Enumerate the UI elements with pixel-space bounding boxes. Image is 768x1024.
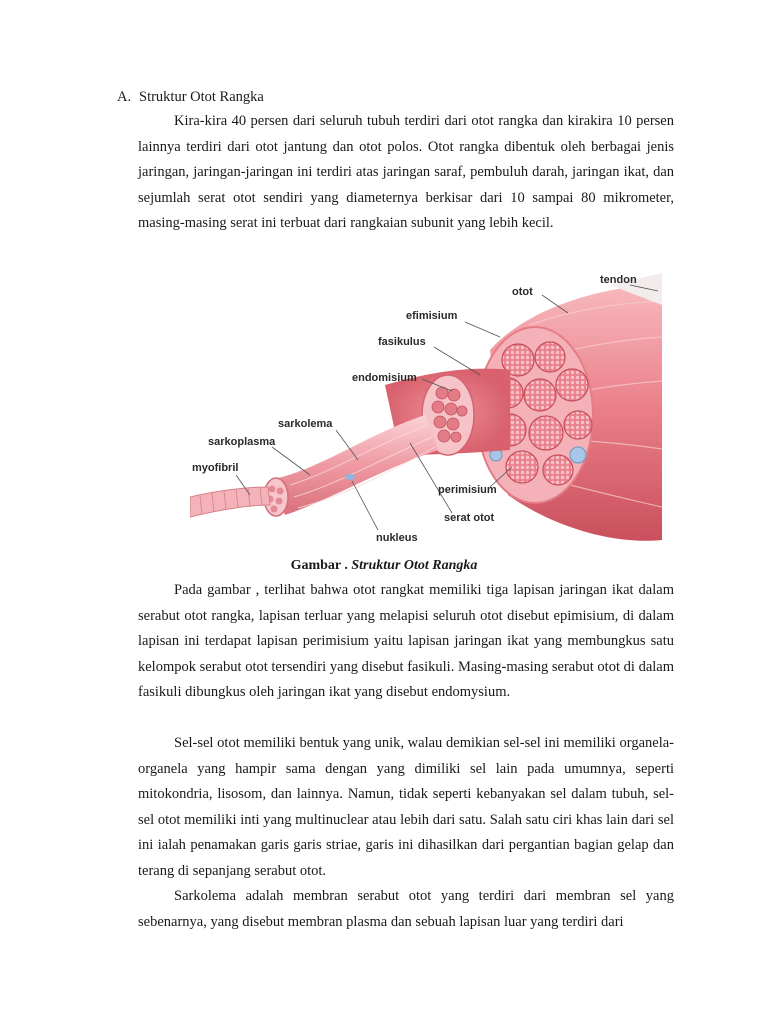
paragraph-2-text: Pada gambar , terlihat bahwa otot rangkat memiliki tiga lapisan jaringan ikat dalam serabut otot rangka, lapisan terluar yang melapisi seluruh otot disebut epimisium, di dalam lapisan ini terdapat lapisan perimisium yaitu lapisan jaringan ikat yang membungkus satu kelompok serabut otot tersendiri yang disebut fasikuli. Masing-masing serabut otot di dalam fasikuli dibungkus oleh jaringan ikat yang disebut endomysium. [138,582,674,700]
section-heading [117,86,264,108]
label-fasikulus: fasikulus [378,336,426,348]
caption-title: Struktur Otot Rangka [351,558,478,573]
muscle-fiber [270,415,438,515]
figure-caption [0,556,768,576]
paragraph-3-text: Sel-sel otot memiliki bentuk yang unik, walau demikian sel-sel ini memiliki organela-organela yang hampir sama dengan yang dimiliki sel lain pada umumnya, seperti mitokondria, lisosom, dan lainnya. Namun, tidak seperti kebanyakan sel dalam tubuh, sel-sel otot memiliki inti yang multinuclear atau lebih dari satu. Salah satu ciri khas lain dari sel ini ialah penamakan garis garis striae, garis ini dihasilkan dari pergantian bagian gelap dan terang di sepanjang serabut otot. [138,735,674,879]
nucleus-dot [345,474,355,480]
label-sarkoplasma: sarkoplasma [208,436,276,448]
paragraph-4-text: Sarkolema adalah membran serabut otot yang terdiri dari membran sel yang sebenarnya, yang disebut membran plasma dan sebuah lapisan luar yang terdiri dari [138,888,674,930]
label-myofibril: myofibril [192,462,239,474]
muscle-illustration [190,265,662,553]
label-sarkolema: sarkolema [278,418,333,430]
label-otot: otot [512,286,533,298]
muscle-structure-figure [190,265,662,553]
paragraph-3 [138,731,674,884]
section-title: Struktur Otot Rangka [139,89,264,105]
caption-prefix: Gambar . [290,558,352,573]
paragraph-2 [138,578,674,706]
label-nukleus: nukleus [376,532,418,544]
section-number: A. [117,89,132,105]
label-tendon: tendon [600,274,637,286]
label-perimisium: perimisium [438,484,497,496]
paragraph-1 [138,109,674,237]
label-serat-otot: serat otot [444,512,495,524]
paragraph-4 [138,884,674,935]
label-efimisium: efimisium [406,310,458,322]
paragraph-1-text: Kira-kira 40 persen dari seluruh tubuh terdiri dari otot rangka dan kirakira 10 persen lainnya terdiri dari otot jantung dan otot polos. Otot rangka dibentuk oleh berbagai jenis jaringan, jaringan-jaringan ini terdiri atas jaringan saraf, pembuluh darah, jaringan ikat, dan sejumlah serat otot sendiri yang diameternya berkisar dari 10 sampai 80 mikrometer, masing-masing serat ini terbuat dari rangkaian subunit yang lebih kecil. [138,113,674,231]
label-endomisium: endomisium [352,372,417,384]
